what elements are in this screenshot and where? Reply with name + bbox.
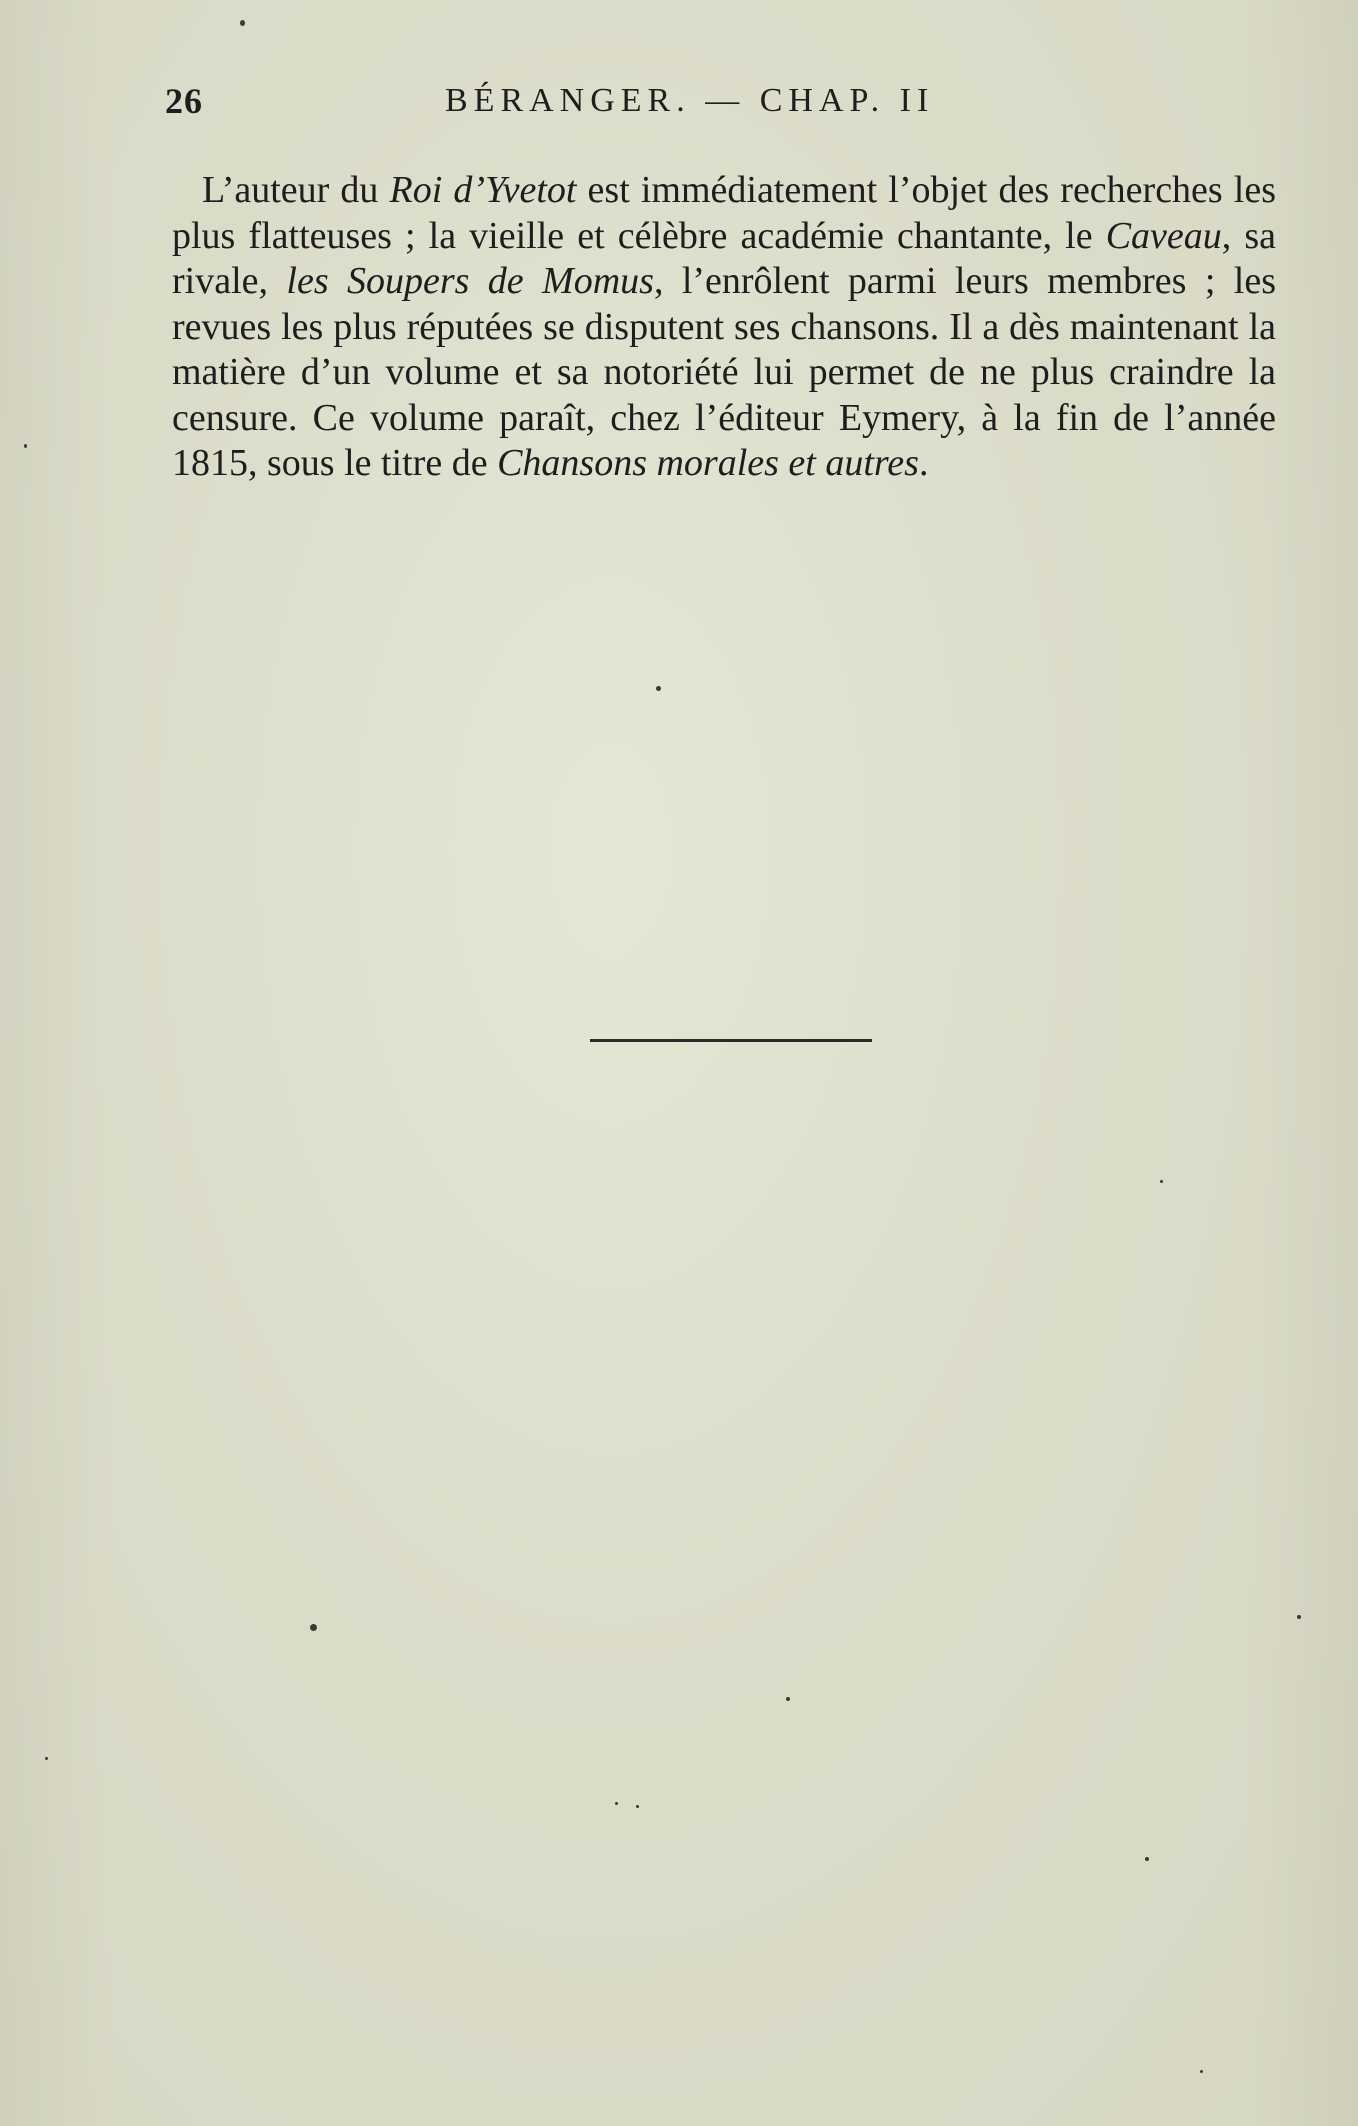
paper-speck [615, 1802, 618, 1805]
page-number: 26 [165, 81, 203, 121]
section-end-rule [590, 1039, 872, 1042]
paper-speck [1145, 1857, 1149, 1861]
text-run: . [918, 442, 929, 484]
running-head [165, 80, 1285, 130]
paper-speck [636, 1805, 639, 1808]
paper-speck [240, 20, 245, 26]
paragraph [172, 168, 1276, 487]
text-run: est immédiatement l’objet des recherches les plus flatteuses ; la vieille et célèbre académie chantante, le [172, 169, 1276, 257]
paper-speck [1297, 1615, 1301, 1619]
italic-title-roi-d-yvetot: Roi d’Yvetot [389, 169, 577, 211]
paper-speck [1200, 2070, 1203, 2073]
text-run: L’auteur du [202, 169, 390, 211]
text-run: , sa rivale, [172, 214, 1277, 302]
paper-speck [24, 444, 27, 448]
paper-speck [45, 1757, 48, 1760]
body-text [172, 168, 1276, 487]
paper-speck [1160, 1180, 1163, 1183]
italic-title-chansons-morales: Chansons morales et autres [497, 442, 919, 484]
italic-title-soupers-de-momus: les Soupers de Momus [286, 260, 654, 302]
italic-title-caveau: Caveau [1105, 214, 1222, 257]
paper-speck [786, 1697, 790, 1701]
text-run: , l’enrôlent parmi leurs membres ; les revues les plus réputées se disputent ses chansons. Il a dès maintenant la matière d’un volume et sa notoriété lui permet de ne plus craindre la censure. Ce volume paraît, chez l’éditeur Eymery, à la fin de l’année 1815, sous le titre de [172, 260, 1276, 484]
paper-speck [310, 1624, 317, 1631]
paper-speck [656, 686, 661, 691]
running-title: BÉRANGER. — CHAP. II [445, 82, 935, 119]
